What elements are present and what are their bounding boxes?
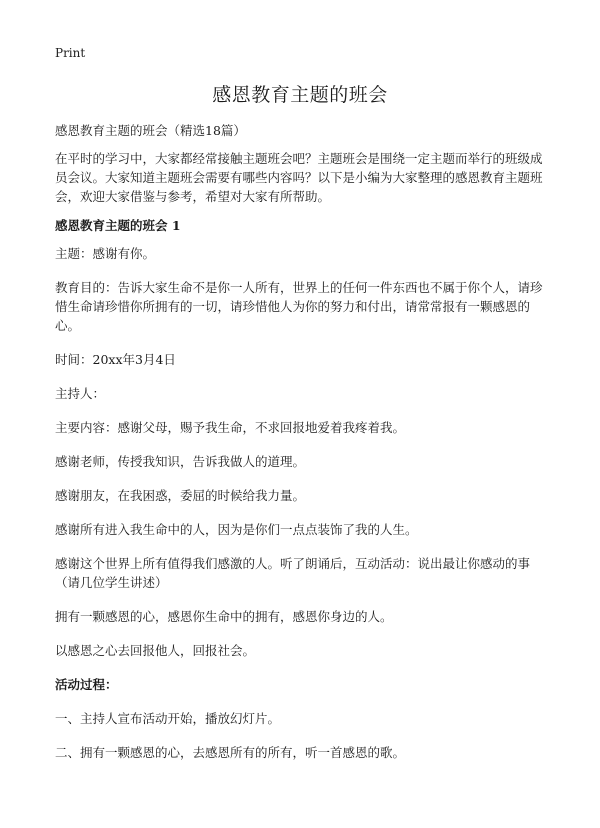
paragraph-theme: 主题：感谢有你。 — [55, 246, 156, 261]
document-subtitle: 感恩教育主题的班会（精选18篇） — [55, 123, 246, 138]
paragraph-purpose: 教育目的：告诉大家生命不是你一人所有，世界上的任何一件东西也不属于你个人，请珍惜生命请珍惜你所拥有的一切，请珍惜他人为你的努力和付出，请常常报有一颗感恩的心。 — [55, 280, 543, 333]
activity-step: 二、拥有一颗感恩的心，去感恩所有的所有，听一首感恩的歌。 — [55, 745, 406, 760]
activity-heading: 活动过程： — [55, 677, 118, 692]
section-heading: 感恩教育主题的班会 1 — [55, 218, 181, 233]
paragraph-thank-teacher: 感谢老师，传授我知识，告诉我做人的道理。 — [55, 454, 306, 469]
print-link[interactable]: Print — [55, 46, 86, 60]
paragraph-thank-friends: 感谢朋友，在我困惑，委屈的时候给我力量。 — [55, 488, 306, 503]
document-body — [55, 121, 547, 777]
paragraph-interaction: 感谢这个世界上所有值得我们感激的人。听了朗诵后，互动活动：说出最让你感动的事（请几位学生讲述） — [55, 556, 531, 590]
activity-step: 一、主持人宣布活动开始，播放幻灯片。 — [55, 711, 281, 726]
paragraph-main-content: 主要内容：感谢父母，赐予我生命，不求回报地爱着我疼着我。 — [55, 420, 406, 435]
paragraph-thank-everyone: 感谢所有进入我生命中的人，因为是你们一点点装饰了我的人生。 — [55, 522, 418, 537]
paragraph-repay-society: 以感恩之心去回报他人，回报社会。 — [55, 643, 256, 658]
paragraph-host: 主持人： — [55, 386, 106, 401]
paragraph-time: 时间：20xx年3月4日 — [55, 352, 176, 367]
intro-paragraph: 在平时的学习中，大家都经常接触主题班会吧？主题班会是围绕一定主题而举行的班级成员会议。大家知道主题班会需要有哪些内容吗？以下是小编为大家整理的感恩教育主题班会，欢迎大家借鉴与参考，希望对大家有所帮助。 — [55, 151, 543, 204]
paragraph-grateful-heart: 拥有一颗感恩的心，感恩你生命中的拥有，感恩你身边的人。 — [55, 609, 393, 624]
page-title: 感恩教育主题的班会 — [212, 84, 388, 106]
